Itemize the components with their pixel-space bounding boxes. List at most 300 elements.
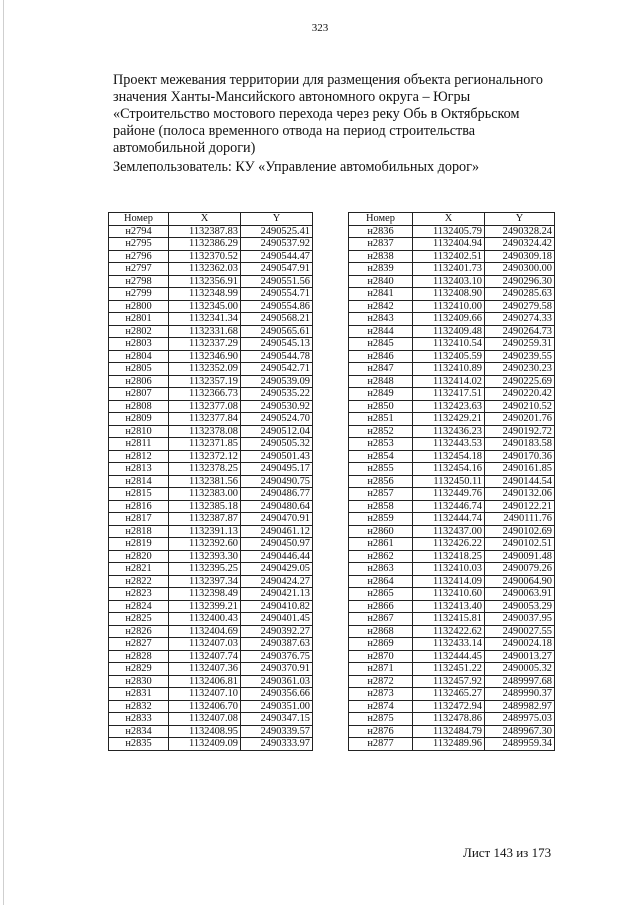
table-row bbox=[109, 350, 313, 363]
table-row bbox=[349, 388, 555, 401]
y-coordinate-cell: 2490210.52 bbox=[485, 400, 555, 413]
y-coordinate-cell: 2490361.03 bbox=[241, 675, 313, 688]
point-number-cell: н2833 bbox=[109, 713, 169, 726]
x-coordinate-cell: 1132417.51 bbox=[413, 388, 485, 401]
y-coordinate-cell: 2490461.12 bbox=[241, 525, 313, 538]
y-coordinate-cell: 2490259.31 bbox=[485, 338, 555, 351]
point-number-cell: н2858 bbox=[349, 500, 413, 513]
table-row bbox=[109, 650, 313, 663]
point-number-cell: н2855 bbox=[349, 463, 413, 476]
table-row bbox=[109, 625, 313, 638]
header-line: районе (полоса временного отвода на период строительства bbox=[113, 123, 476, 139]
x-coordinate-cell: 1132377.08 bbox=[169, 400, 241, 413]
x-coordinate-cell: 1132422.62 bbox=[413, 625, 485, 638]
table-row bbox=[349, 550, 555, 563]
point-number-cell: н2805 bbox=[109, 363, 169, 376]
table-row bbox=[349, 450, 555, 463]
y-coordinate-cell: 2490183.58 bbox=[485, 438, 555, 451]
table-row bbox=[349, 563, 555, 576]
table-row bbox=[349, 363, 555, 376]
y-coordinate-cell: 2490542.71 bbox=[241, 363, 313, 376]
y-coordinate-cell: 2490446.44 bbox=[241, 550, 313, 563]
x-coordinate-cell: 1132436.23 bbox=[413, 425, 485, 438]
y-coordinate-cell: 2490102.69 bbox=[485, 525, 555, 538]
column-header-y: Y bbox=[485, 213, 555, 226]
y-coordinate-cell: 2490328.24 bbox=[485, 225, 555, 238]
y-coordinate-cell: 2490013.27 bbox=[485, 650, 555, 663]
point-number-cell: н2809 bbox=[109, 413, 169, 426]
y-coordinate-cell: 2490239.55 bbox=[485, 350, 555, 363]
point-number-cell: н2849 bbox=[349, 388, 413, 401]
y-coordinate-cell: 2489959.34 bbox=[485, 738, 555, 751]
point-number-cell: н2851 bbox=[349, 413, 413, 426]
header-line: Проект межевания территории для размещения объекта регионального bbox=[113, 72, 543, 88]
table-row bbox=[349, 475, 555, 488]
x-coordinate-cell: 1132429.21 bbox=[413, 413, 485, 426]
point-number-cell: н2823 bbox=[109, 588, 169, 601]
table-row bbox=[349, 625, 555, 638]
x-coordinate-cell: 1132437.00 bbox=[413, 525, 485, 538]
page-number: 323 bbox=[311, 22, 329, 34]
table-row bbox=[349, 375, 555, 388]
x-coordinate-cell: 1132443.53 bbox=[413, 438, 485, 451]
point-number-cell: н2826 bbox=[109, 625, 169, 638]
y-coordinate-cell: 2490470.91 bbox=[241, 513, 313, 526]
x-coordinate-cell: 1132414.02 bbox=[413, 375, 485, 388]
x-coordinate-cell: 1132399.21 bbox=[169, 600, 241, 613]
y-coordinate-cell: 2490161.85 bbox=[485, 463, 555, 476]
table-row bbox=[349, 425, 555, 438]
table-row bbox=[109, 488, 313, 501]
point-number-cell: н2800 bbox=[109, 300, 169, 313]
table-row bbox=[349, 275, 555, 288]
x-coordinate-cell: 1132407.36 bbox=[169, 663, 241, 676]
x-coordinate-cell: 1132423.63 bbox=[413, 400, 485, 413]
y-coordinate-cell: 2490512.04 bbox=[241, 425, 313, 438]
point-number-cell: н2862 bbox=[349, 550, 413, 563]
x-coordinate-cell: 1132370.52 bbox=[169, 250, 241, 263]
y-coordinate-cell: 2490005.32 bbox=[485, 663, 555, 676]
table-row bbox=[349, 500, 555, 513]
table-row bbox=[109, 413, 313, 426]
point-number-cell: н2797 bbox=[109, 263, 169, 276]
point-number-cell: н2804 bbox=[109, 350, 169, 363]
table-row bbox=[349, 588, 555, 601]
table-row bbox=[109, 700, 313, 713]
x-coordinate-cell: 1132408.90 bbox=[413, 288, 485, 301]
point-number-cell: н2798 bbox=[109, 275, 169, 288]
y-coordinate-cell: 2490501.43 bbox=[241, 450, 313, 463]
x-coordinate-cell: 1132387.87 bbox=[169, 513, 241, 526]
y-coordinate-cell: 2490376.75 bbox=[241, 650, 313, 663]
x-coordinate-cell: 1132454.16 bbox=[413, 463, 485, 476]
point-number-cell: н2876 bbox=[349, 725, 413, 738]
x-coordinate-cell: 1132465.27 bbox=[413, 688, 485, 701]
x-coordinate-cell: 1132391.13 bbox=[169, 525, 241, 538]
table-row bbox=[109, 325, 313, 338]
column-header-x: X bbox=[413, 213, 485, 226]
y-coordinate-cell: 2490220.42 bbox=[485, 388, 555, 401]
table-row bbox=[109, 250, 313, 263]
table-row bbox=[109, 738, 313, 751]
x-coordinate-cell: 1132402.51 bbox=[413, 250, 485, 263]
y-coordinate-cell: 2490347.15 bbox=[241, 713, 313, 726]
point-number-cell: н2811 bbox=[109, 438, 169, 451]
point-number-cell: н2837 bbox=[349, 238, 413, 251]
y-coordinate-cell: 2489990.37 bbox=[485, 688, 555, 701]
table-row bbox=[109, 300, 313, 313]
x-coordinate-cell: 1132410.03 bbox=[413, 563, 485, 576]
y-coordinate-cell: 2490192.72 bbox=[485, 425, 555, 438]
point-number-cell: н2841 bbox=[349, 288, 413, 301]
point-number-cell: н2842 bbox=[349, 300, 413, 313]
x-coordinate-cell: 1132352.09 bbox=[169, 363, 241, 376]
table-row bbox=[349, 713, 555, 726]
point-number-cell: н2827 bbox=[109, 638, 169, 651]
table-row bbox=[349, 263, 555, 276]
point-number-cell: н2856 bbox=[349, 475, 413, 488]
table-row bbox=[109, 363, 313, 376]
point-number-cell: н2821 bbox=[109, 563, 169, 576]
x-coordinate-cell: 1132385.18 bbox=[169, 500, 241, 513]
x-coordinate-cell: 1132444.74 bbox=[413, 513, 485, 526]
table-row bbox=[349, 513, 555, 526]
y-coordinate-cell: 2490551.56 bbox=[241, 275, 313, 288]
y-coordinate-cell: 2490201.76 bbox=[485, 413, 555, 426]
table-row bbox=[109, 600, 313, 613]
point-number-cell: н2803 bbox=[109, 338, 169, 351]
x-coordinate-cell: 1132472.94 bbox=[413, 700, 485, 713]
y-coordinate-cell: 2490421.13 bbox=[241, 588, 313, 601]
table-row bbox=[349, 675, 555, 688]
table-row bbox=[109, 238, 313, 251]
table-row bbox=[109, 475, 313, 488]
table-row bbox=[349, 525, 555, 538]
column-header-y: Y bbox=[241, 213, 313, 226]
point-number-cell: н2794 bbox=[109, 225, 169, 238]
x-coordinate-cell: 1132362.03 bbox=[169, 263, 241, 276]
x-coordinate-cell: 1132410.89 bbox=[413, 363, 485, 376]
table-row bbox=[349, 663, 555, 676]
table-row bbox=[109, 538, 313, 551]
point-number-cell: н2831 bbox=[109, 688, 169, 701]
x-coordinate-cell: 1132457.92 bbox=[413, 675, 485, 688]
y-coordinate-cell: 2490122.21 bbox=[485, 500, 555, 513]
point-number-cell: н2860 bbox=[349, 525, 413, 538]
land-user-line: Землепользователь: КУ «Управление автомобильных дорог» bbox=[113, 159, 480, 175]
point-number-cell: н2830 bbox=[109, 675, 169, 688]
table-row bbox=[349, 538, 555, 551]
x-coordinate-cell: 1132357.19 bbox=[169, 375, 241, 388]
table-row bbox=[349, 238, 555, 251]
point-number-cell: н2819 bbox=[109, 538, 169, 551]
point-number-cell: н2839 bbox=[349, 263, 413, 276]
x-coordinate-cell: 1132410.60 bbox=[413, 588, 485, 601]
table-row bbox=[109, 588, 313, 601]
x-coordinate-cell: 1132341.34 bbox=[169, 313, 241, 326]
x-coordinate-cell: 1132407.08 bbox=[169, 713, 241, 726]
y-coordinate-cell: 2489967.30 bbox=[485, 725, 555, 738]
table-row bbox=[109, 400, 313, 413]
table-row bbox=[109, 313, 313, 326]
y-coordinate-cell: 2490525.41 bbox=[241, 225, 313, 238]
point-number-cell: н2840 bbox=[349, 275, 413, 288]
table-row bbox=[349, 288, 555, 301]
y-coordinate-cell: 2490370.91 bbox=[241, 663, 313, 676]
x-coordinate-cell: 1132409.09 bbox=[169, 738, 241, 751]
y-coordinate-cell: 2490410.82 bbox=[241, 600, 313, 613]
x-coordinate-cell: 1132404.94 bbox=[413, 238, 485, 251]
x-coordinate-cell: 1132331.68 bbox=[169, 325, 241, 338]
y-coordinate-cell: 2490530.92 bbox=[241, 400, 313, 413]
point-number-cell: н2867 bbox=[349, 613, 413, 626]
point-number-cell: н2848 bbox=[349, 375, 413, 388]
table-row bbox=[109, 725, 313, 738]
x-coordinate-cell: 1132426.22 bbox=[413, 538, 485, 551]
point-number-cell: н2847 bbox=[349, 363, 413, 376]
y-coordinate-cell: 2490024.18 bbox=[485, 638, 555, 651]
y-coordinate-cell: 2490230.23 bbox=[485, 363, 555, 376]
point-number-cell: н2820 bbox=[109, 550, 169, 563]
x-coordinate-cell: 1132378.25 bbox=[169, 463, 241, 476]
table-row bbox=[349, 325, 555, 338]
point-number-cell: н2801 bbox=[109, 313, 169, 326]
x-coordinate-cell: 1132371.85 bbox=[169, 438, 241, 451]
y-coordinate-cell: 2490111.76 bbox=[485, 513, 555, 526]
y-coordinate-cell: 2490300.00 bbox=[485, 263, 555, 276]
table-row bbox=[109, 525, 313, 538]
table-row bbox=[109, 500, 313, 513]
point-number-cell: н2816 bbox=[109, 500, 169, 513]
table-row bbox=[349, 300, 555, 313]
y-coordinate-cell: 2490387.63 bbox=[241, 638, 313, 651]
x-coordinate-cell: 1132383.00 bbox=[169, 488, 241, 501]
point-number-cell: н2865 bbox=[349, 588, 413, 601]
point-number-cell: н2829 bbox=[109, 663, 169, 676]
y-coordinate-cell: 2490079.26 bbox=[485, 563, 555, 576]
x-coordinate-cell: 1132446.74 bbox=[413, 500, 485, 513]
x-coordinate-cell: 1132484.79 bbox=[413, 725, 485, 738]
x-coordinate-cell: 1132410.54 bbox=[413, 338, 485, 351]
header-line: «Строительство мостового перехода через реку Обь в Октябрьском bbox=[113, 106, 520, 122]
x-coordinate-cell: 1132406.81 bbox=[169, 675, 241, 688]
point-number-cell: н2836 bbox=[349, 225, 413, 238]
x-coordinate-cell: 1132444.45 bbox=[413, 650, 485, 663]
table-row bbox=[109, 463, 313, 476]
table-row bbox=[349, 413, 555, 426]
y-coordinate-cell: 2490339.57 bbox=[241, 725, 313, 738]
header-line: автомобильной дороги) bbox=[113, 140, 256, 156]
table-row bbox=[109, 225, 313, 238]
point-number-cell: н2868 bbox=[349, 625, 413, 638]
header-line: значения Ханты-Мансийского автономного округа – Югры bbox=[113, 89, 471, 105]
point-number-cell: н2875 bbox=[349, 713, 413, 726]
y-coordinate-cell: 2490544.78 bbox=[241, 350, 313, 363]
point-number-cell: н2828 bbox=[109, 650, 169, 663]
point-number-cell: н2835 bbox=[109, 738, 169, 751]
y-coordinate-cell: 2490102.51 bbox=[485, 538, 555, 551]
table-row bbox=[109, 425, 313, 438]
x-coordinate-cell: 1132409.66 bbox=[413, 313, 485, 326]
x-coordinate-cell: 1132346.90 bbox=[169, 350, 241, 363]
y-coordinate-cell: 2490324.42 bbox=[485, 238, 555, 251]
table-row bbox=[349, 350, 555, 363]
x-coordinate-cell: 1132405.79 bbox=[413, 225, 485, 238]
table-row bbox=[349, 638, 555, 651]
table-row bbox=[349, 738, 555, 751]
table-header-row bbox=[109, 213, 313, 226]
table-header-row bbox=[349, 213, 555, 226]
y-coordinate-cell: 2490565.61 bbox=[241, 325, 313, 338]
table-row bbox=[109, 275, 313, 288]
y-coordinate-cell: 2490279.58 bbox=[485, 300, 555, 313]
y-coordinate-cell: 2490544.47 bbox=[241, 250, 313, 263]
table-row bbox=[349, 250, 555, 263]
table-row bbox=[349, 225, 555, 238]
column-header-number: Номер bbox=[109, 213, 169, 226]
table-row bbox=[109, 438, 313, 451]
table-row bbox=[109, 338, 313, 351]
x-coordinate-cell: 1132392.60 bbox=[169, 538, 241, 551]
table-row bbox=[109, 263, 313, 276]
y-coordinate-cell: 2490144.54 bbox=[485, 475, 555, 488]
table-row bbox=[349, 575, 555, 588]
table-row bbox=[349, 650, 555, 663]
table-row bbox=[109, 388, 313, 401]
table-row bbox=[109, 638, 313, 651]
table-row bbox=[349, 488, 555, 501]
table-row bbox=[349, 463, 555, 476]
x-coordinate-cell: 1132393.30 bbox=[169, 550, 241, 563]
point-number-cell: н2832 bbox=[109, 700, 169, 713]
column-header-number: Номер bbox=[349, 213, 413, 226]
y-coordinate-cell: 2490539.09 bbox=[241, 375, 313, 388]
point-number-cell: н2813 bbox=[109, 463, 169, 476]
y-coordinate-cell: 2490091.48 bbox=[485, 550, 555, 563]
y-coordinate-cell: 2490424.27 bbox=[241, 575, 313, 588]
table-row bbox=[349, 613, 555, 626]
table-row bbox=[109, 288, 313, 301]
point-number-cell: н2799 bbox=[109, 288, 169, 301]
point-number-cell: н2824 bbox=[109, 600, 169, 613]
point-number-cell: н2806 bbox=[109, 375, 169, 388]
x-coordinate-cell: 1132398.49 bbox=[169, 588, 241, 601]
y-coordinate-cell: 2490027.55 bbox=[485, 625, 555, 638]
point-number-cell: н2814 bbox=[109, 475, 169, 488]
x-coordinate-cell: 1132387.83 bbox=[169, 225, 241, 238]
y-coordinate-cell: 2490333.97 bbox=[241, 738, 313, 751]
x-coordinate-cell: 1132366.73 bbox=[169, 388, 241, 401]
y-coordinate-cell: 2489975.03 bbox=[485, 713, 555, 726]
x-coordinate-cell: 1132407.10 bbox=[169, 688, 241, 701]
point-number-cell: н2850 bbox=[349, 400, 413, 413]
point-number-cell: н2795 bbox=[109, 238, 169, 251]
point-number-cell: н2846 bbox=[349, 350, 413, 363]
column-header-x: X bbox=[169, 213, 241, 226]
y-coordinate-cell: 2490486.77 bbox=[241, 488, 313, 501]
point-number-cell: н2874 bbox=[349, 700, 413, 713]
point-number-cell: н2844 bbox=[349, 325, 413, 338]
x-coordinate-cell: 1132405.59 bbox=[413, 350, 485, 363]
point-number-cell: н2808 bbox=[109, 400, 169, 413]
point-number-cell: н2812 bbox=[109, 450, 169, 463]
coordinates-table-left bbox=[108, 212, 313, 751]
table-row bbox=[349, 725, 555, 738]
x-coordinate-cell: 1132410.00 bbox=[413, 300, 485, 313]
table-row bbox=[109, 563, 313, 576]
table-row bbox=[109, 550, 313, 563]
x-coordinate-cell: 1132489.96 bbox=[413, 738, 485, 751]
point-number-cell: н2815 bbox=[109, 488, 169, 501]
x-coordinate-cell: 1132386.29 bbox=[169, 238, 241, 251]
point-number-cell: н2859 bbox=[349, 513, 413, 526]
point-number-cell: н2834 bbox=[109, 725, 169, 738]
y-coordinate-cell: 2490170.36 bbox=[485, 450, 555, 463]
table-row bbox=[109, 375, 313, 388]
point-number-cell: н2810 bbox=[109, 425, 169, 438]
table-row bbox=[349, 700, 555, 713]
x-coordinate-cell: 1132406.70 bbox=[169, 700, 241, 713]
document-header bbox=[113, 72, 583, 176]
point-number-cell: н2877 bbox=[349, 738, 413, 751]
y-coordinate-cell: 2490225.69 bbox=[485, 375, 555, 388]
y-coordinate-cell: 2490296.30 bbox=[485, 275, 555, 288]
point-number-cell: н2796 bbox=[109, 250, 169, 263]
y-coordinate-cell: 2490274.33 bbox=[485, 313, 555, 326]
table-row bbox=[349, 600, 555, 613]
point-number-cell: н2802 bbox=[109, 325, 169, 338]
point-number-cell: н2873 bbox=[349, 688, 413, 701]
point-number-cell: н2863 bbox=[349, 563, 413, 576]
x-coordinate-cell: 1132450.11 bbox=[413, 475, 485, 488]
y-coordinate-cell: 2490356.66 bbox=[241, 688, 313, 701]
y-coordinate-cell: 2490495.17 bbox=[241, 463, 313, 476]
y-coordinate-cell: 2490547.91 bbox=[241, 263, 313, 276]
x-coordinate-cell: 1132400.43 bbox=[169, 613, 241, 626]
point-number-cell: н2845 bbox=[349, 338, 413, 351]
point-number-cell: н2822 bbox=[109, 575, 169, 588]
x-coordinate-cell: 1132345.00 bbox=[169, 300, 241, 313]
y-coordinate-cell: 2490545.13 bbox=[241, 338, 313, 351]
table-row bbox=[349, 313, 555, 326]
y-coordinate-cell: 2490429.05 bbox=[241, 563, 313, 576]
x-coordinate-cell: 1132451.22 bbox=[413, 663, 485, 676]
x-coordinate-cell: 1132413.40 bbox=[413, 600, 485, 613]
y-coordinate-cell: 2490264.73 bbox=[485, 325, 555, 338]
x-coordinate-cell: 1132337.29 bbox=[169, 338, 241, 351]
x-coordinate-cell: 1132407.03 bbox=[169, 638, 241, 651]
x-coordinate-cell: 1132403.10 bbox=[413, 275, 485, 288]
x-coordinate-cell: 1132409.48 bbox=[413, 325, 485, 338]
point-number-cell: н2870 bbox=[349, 650, 413, 663]
point-number-cell: н2852 bbox=[349, 425, 413, 438]
scan-margin-line bbox=[3, 0, 4, 905]
y-coordinate-cell: 2490037.95 bbox=[485, 613, 555, 626]
x-coordinate-cell: 1132404.69 bbox=[169, 625, 241, 638]
y-coordinate-cell: 2490505.32 bbox=[241, 438, 313, 451]
point-number-cell: н2857 bbox=[349, 488, 413, 501]
y-coordinate-cell: 2490480.64 bbox=[241, 500, 313, 513]
x-coordinate-cell: 1132407.74 bbox=[169, 650, 241, 663]
y-coordinate-cell: 2490401.45 bbox=[241, 613, 313, 626]
y-coordinate-cell: 2490132.06 bbox=[485, 488, 555, 501]
point-number-cell: н2864 bbox=[349, 575, 413, 588]
y-coordinate-cell: 2490524.70 bbox=[241, 413, 313, 426]
table-row bbox=[109, 688, 313, 701]
x-coordinate-cell: 1132378.08 bbox=[169, 425, 241, 438]
y-coordinate-cell: 2490351.00 bbox=[241, 700, 313, 713]
x-coordinate-cell: 1132418.25 bbox=[413, 550, 485, 563]
